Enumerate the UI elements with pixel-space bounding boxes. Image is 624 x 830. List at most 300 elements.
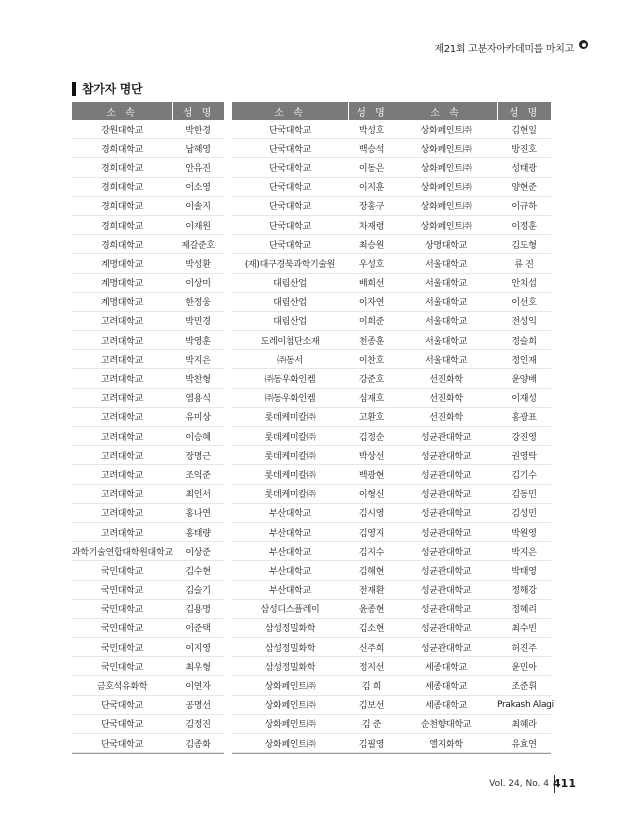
affiliation-cell: 서울대학교 xyxy=(425,336,467,347)
table-row xyxy=(232,197,395,216)
table-row xyxy=(232,369,395,388)
table-row xyxy=(72,254,224,273)
affiliation-cell: 선진화학 xyxy=(429,375,463,386)
table-row xyxy=(232,485,395,504)
circle-bullet-icon xyxy=(579,40,588,49)
name-cell: 유효연 xyxy=(511,739,537,750)
affiliation-cell: 성균관대학교 xyxy=(420,528,472,539)
table-row xyxy=(72,619,224,638)
table-row xyxy=(232,158,395,177)
affiliation-cell: 선진화학 xyxy=(429,413,463,424)
affiliation-cell: 고려대학교 xyxy=(101,317,143,328)
name-cell: 차재령 xyxy=(358,221,385,232)
table-row xyxy=(72,235,224,254)
heading-bar-icon xyxy=(72,82,76,96)
affiliation-cell: 부산대학교 xyxy=(269,547,311,558)
affiliation-cell: 경희대학교 xyxy=(101,163,143,174)
affiliation-cell: 단국대학교 xyxy=(269,240,311,251)
header-name: 성 명 xyxy=(172,102,224,120)
table-row xyxy=(232,120,395,139)
name-cell: 정혜리 xyxy=(511,605,537,616)
affiliation-cell: 성균관대학교 xyxy=(420,605,472,616)
affiliation-cell: 고려대학교 xyxy=(101,528,143,539)
name-cell: 윤종현 xyxy=(358,605,385,616)
name-cell: 신주희 xyxy=(358,643,385,654)
name-cell: 한정웅 xyxy=(185,298,211,309)
name-cell: 김기수 xyxy=(511,470,537,481)
table-row xyxy=(395,446,551,465)
name-cell: 이찬호 xyxy=(358,355,385,366)
name-cell: 김 희 xyxy=(361,682,382,693)
table-row xyxy=(232,465,395,484)
section-heading xyxy=(72,80,142,97)
table-row xyxy=(72,331,224,350)
affiliation-cell: 상화페인트㈜ xyxy=(420,202,472,213)
affiliation-cell: ㈜동우화인켐 xyxy=(264,394,316,405)
name-cell: 최우형 xyxy=(185,662,211,673)
name-cell: 성태광 xyxy=(511,163,537,174)
name-cell: 이선호 xyxy=(511,298,537,309)
affiliation-cell: 고려대학교 xyxy=(101,375,143,386)
table-row xyxy=(395,216,551,235)
name-cell: 장홍구 xyxy=(358,202,385,213)
affiliation-cell: 성균관대학교 xyxy=(420,451,472,462)
affiliation-cell: 삼성정밀화학 xyxy=(264,624,316,635)
affiliation-cell: 서울대학교 xyxy=(425,317,467,328)
table-row xyxy=(395,734,551,753)
name-cell: 이규하 xyxy=(511,202,537,213)
header-affiliation: 소 속 xyxy=(72,102,172,120)
affiliation-cell: 상화페인트㈜ xyxy=(420,163,472,174)
table-row xyxy=(72,523,224,542)
participant-table xyxy=(72,102,224,754)
name-cell: 이자연 xyxy=(358,298,385,309)
table-row xyxy=(72,600,224,619)
affiliation-cell: 단국대학교 xyxy=(269,221,311,232)
name-cell: 이재원 xyxy=(185,221,211,232)
affiliation-cell: 상화페인트㈜ xyxy=(264,682,316,693)
name-cell: 배희선 xyxy=(358,279,385,290)
name-cell: 공명선 xyxy=(185,701,211,712)
name-cell: 유미상 xyxy=(185,413,211,424)
name-cell: 남혜영 xyxy=(185,144,211,155)
affiliation-cell: 세종대학교 xyxy=(425,682,467,693)
table-row xyxy=(395,504,551,523)
name-cell: 제갈준호 xyxy=(181,240,215,251)
table-row xyxy=(72,676,224,695)
table-bottom-rule xyxy=(232,753,395,754)
affiliation-cell: 계명대학교 xyxy=(101,279,143,290)
affiliation-cell: 단국대학교 xyxy=(101,720,143,731)
name-cell: 안치섭 xyxy=(511,279,537,290)
table-bottom-rule xyxy=(72,753,224,754)
table-row xyxy=(395,561,551,580)
affiliation-cell: 롯데케미칼㈜ xyxy=(264,470,316,481)
table-row xyxy=(72,581,224,600)
name-cell: 김 준 xyxy=(361,720,382,731)
affiliation-cell: 단국대학교 xyxy=(269,183,311,194)
name-cell: 정지선 xyxy=(358,662,385,673)
name-cell: 전성익 xyxy=(511,317,537,328)
table-row xyxy=(232,235,395,254)
affiliation-cell: 단국대학교 xyxy=(269,125,311,136)
affiliation-cell: 성균관대학교 xyxy=(420,432,472,443)
table-row xyxy=(72,369,224,388)
affiliation-cell: 국민대학교 xyxy=(101,605,143,616)
name-cell: 이준택 xyxy=(185,624,211,635)
affiliation-cell: 고려대학교 xyxy=(101,490,143,501)
table-row xyxy=(72,120,224,139)
table-bottom-rule xyxy=(395,753,551,754)
name-cell: 김현일 xyxy=(511,125,537,136)
name-cell: 이상준 xyxy=(185,547,211,558)
table-row xyxy=(232,657,395,676)
table-row xyxy=(395,696,554,715)
affiliation-cell: 대림산업 xyxy=(273,317,307,328)
table-row xyxy=(72,293,224,312)
table-row xyxy=(72,696,224,715)
name-cell: 강진영 xyxy=(511,432,537,443)
affiliation-cell: 대림산업 xyxy=(273,298,307,309)
table-row xyxy=(395,427,551,446)
table-row xyxy=(72,504,224,523)
table-row xyxy=(72,178,224,197)
affiliation-cell: 롯데케미칼㈜ xyxy=(264,490,316,501)
table-row xyxy=(72,465,224,484)
name-cell: 김시영 xyxy=(358,509,385,520)
affiliation-cell: 경희대학교 xyxy=(101,144,143,155)
table-header xyxy=(72,102,224,120)
table-row xyxy=(72,274,224,293)
affiliation-cell: 상명대학교 xyxy=(425,240,467,251)
affiliation-cell: 부산대학교 xyxy=(269,586,311,597)
table-row xyxy=(72,657,224,676)
affiliation-cell: 순천향대학교 xyxy=(420,720,472,731)
affiliation-cell: 성균관대학교 xyxy=(420,547,472,558)
name-cell: 정슬희 xyxy=(511,336,537,347)
affiliation-cell: 서울대학교 xyxy=(425,259,467,270)
affiliation-cell: 상화페인트㈜ xyxy=(420,221,472,232)
name-cell: 이재성 xyxy=(511,394,537,405)
header-affiliation: 소 속 xyxy=(232,102,348,120)
affiliation-cell: 삼성정밀화학 xyxy=(264,662,316,673)
table-row xyxy=(395,676,551,695)
table-row xyxy=(72,158,224,177)
name-cell: 박상선 xyxy=(358,451,385,462)
participant-table xyxy=(395,102,554,754)
affiliation-cell: 고려대학교 xyxy=(101,509,143,520)
name-cell: 이정훈 xyxy=(511,221,537,232)
participant-table xyxy=(232,102,395,754)
table-row xyxy=(232,427,395,446)
affiliation-cell: 국민대학교 xyxy=(101,566,143,577)
name-cell: 김동민 xyxy=(511,490,537,501)
table-row xyxy=(395,715,551,734)
affiliation-cell: 성균관대학교 xyxy=(420,624,472,635)
affiliation-cell: 롯데케미칼㈜ xyxy=(264,413,316,424)
table-header xyxy=(232,102,395,120)
affiliation-cell: 대림산업 xyxy=(273,279,307,290)
table-row xyxy=(232,638,395,657)
name-cell: 김수현 xyxy=(185,566,211,577)
table-row xyxy=(395,274,551,293)
name-cell: 전재환 xyxy=(358,586,385,597)
running-header-title: 제21회 고분자아카데미를 마치고 xyxy=(434,44,574,55)
name-cell: 안유진 xyxy=(185,163,211,174)
affiliation-cell: 성균관대학교 xyxy=(420,643,472,654)
name-cell: 박지은 xyxy=(185,355,211,366)
affiliation-cell: 과학기술연합대학원대학교 xyxy=(72,547,173,558)
name-cell: 허진주 xyxy=(511,643,537,654)
name-cell: 이희준 xyxy=(358,317,385,328)
table-row xyxy=(395,408,551,427)
table-row xyxy=(395,369,551,388)
table-row xyxy=(395,235,551,254)
name-cell: 이연자 xyxy=(185,682,211,693)
table-row xyxy=(72,734,224,753)
table-row xyxy=(232,331,395,350)
affiliation-cell: 단국대학교 xyxy=(269,202,311,213)
name-cell: 천종훈 xyxy=(358,336,385,347)
table-row xyxy=(395,197,551,216)
affiliation-cell: 서울대학교 xyxy=(425,298,467,309)
name-cell: 조준휘 xyxy=(511,682,537,693)
affiliation-cell: 국민대학교 xyxy=(101,624,143,635)
affiliation-cell: ㈜동우화인켐 xyxy=(264,375,316,386)
table-row xyxy=(232,504,395,523)
name-cell: 장명근 xyxy=(185,451,211,462)
name-cell: 양현준 xyxy=(511,183,537,194)
table-row xyxy=(395,312,551,331)
name-cell: 염용식 xyxy=(185,394,211,405)
table-row xyxy=(72,139,224,158)
name-cell: 우성호 xyxy=(358,259,385,270)
table-row xyxy=(395,178,551,197)
affiliation-cell: 고려대학교 xyxy=(101,394,143,405)
table-row xyxy=(395,485,551,504)
name-cell: 방진호 xyxy=(511,144,537,155)
name-cell: 김도형 xyxy=(511,240,537,251)
affiliation-cell: 부산대학교 xyxy=(269,528,311,539)
table-row xyxy=(72,561,224,580)
affiliation-cell: 세종대학교 xyxy=(425,701,467,712)
affiliation-cell: 단국대학교 xyxy=(101,701,143,712)
affiliation-cell: 세종대학교 xyxy=(425,662,467,673)
table-row xyxy=(232,312,395,331)
table-row xyxy=(72,638,224,657)
table-row xyxy=(395,158,551,177)
name-cell: 최수빈 xyxy=(511,624,537,635)
affiliation-cell: 성균관대학교 xyxy=(420,490,472,501)
affiliation-cell: 삼성디스플레이 xyxy=(260,605,320,616)
affiliation-cell: 서울대학교 xyxy=(425,355,467,366)
affiliation-cell: 고려대학교 xyxy=(101,432,143,443)
name-cell: 정해강 xyxy=(511,586,537,597)
affiliation-cell: 상화페인트㈜ xyxy=(264,739,316,750)
table-row xyxy=(395,465,551,484)
name-cell: 김슬기 xyxy=(185,586,211,597)
table-row xyxy=(232,734,395,753)
table-row xyxy=(72,216,224,235)
affiliation-cell: 롯데케미칼㈜ xyxy=(264,451,316,462)
name-cell: 김해현 xyxy=(358,566,385,577)
affiliation-cell: 국민대학교 xyxy=(101,643,143,654)
table-row xyxy=(232,274,395,293)
table-row xyxy=(395,331,551,350)
table-row xyxy=(395,619,551,638)
affiliation-cell: 고려대학교 xyxy=(101,355,143,366)
name-cell: 윤민아 xyxy=(511,662,537,673)
table-row xyxy=(395,254,551,273)
affiliation-cell: 경희대학교 xyxy=(101,240,143,251)
name-cell: 이지훈 xyxy=(358,183,385,194)
affiliation-cell: 금호석유화학 xyxy=(96,682,148,693)
affiliation-cell: 고려대학교 xyxy=(101,413,143,424)
name-cell: 홍나연 xyxy=(185,509,211,520)
affiliation-cell: 성균관대학교 xyxy=(420,586,472,597)
table-row xyxy=(72,312,224,331)
name-cell: 류 진 xyxy=(514,259,534,270)
affiliation-cell: ㈜동서 xyxy=(277,355,303,366)
page-number: 411 xyxy=(553,777,576,790)
table-row xyxy=(395,638,551,657)
table-row xyxy=(232,600,395,619)
affiliation-cell: 엘지화학 xyxy=(429,739,463,750)
affiliation-cell: 부산대학교 xyxy=(269,509,311,520)
table-row xyxy=(395,523,551,542)
affiliation-cell: 강원대학교 xyxy=(101,125,143,136)
affiliation-cell: 성균관대학교 xyxy=(420,470,472,481)
name-cell: Prakash Alagi xyxy=(497,699,554,710)
affiliation-cell: 경희대학교 xyxy=(101,202,143,213)
name-cell: 조익준 xyxy=(185,470,211,481)
table-row xyxy=(395,542,551,561)
name-cell: 심재호 xyxy=(358,394,385,405)
affiliation-cell: 상화페인트㈜ xyxy=(264,720,316,731)
name-cell: 김필영 xyxy=(358,739,385,750)
affiliation-cell: 선진화학 xyxy=(429,394,463,405)
name-cell: 박성환 xyxy=(185,259,211,270)
table-row xyxy=(72,427,224,446)
name-cell: 백광현 xyxy=(358,470,385,481)
table-row xyxy=(232,293,395,312)
name-cell: 이형신 xyxy=(358,490,385,501)
section-title: 참가자 명단 xyxy=(82,82,143,96)
name-cell: 박지은 xyxy=(511,547,537,558)
name-cell: 김성민 xyxy=(511,509,537,520)
table-row xyxy=(72,485,224,504)
table-row xyxy=(232,696,395,715)
name-cell: 박찬형 xyxy=(185,375,211,386)
table-row xyxy=(395,293,551,312)
name-cell: 김종화 xyxy=(185,739,211,750)
affiliation-cell: 경희대학교 xyxy=(101,221,143,232)
name-cell: 이지영 xyxy=(185,643,211,654)
affiliation-cell: 부산대학교 xyxy=(269,566,311,577)
name-cell: 박민경 xyxy=(185,317,211,328)
table-row xyxy=(395,600,551,619)
table-row xyxy=(232,408,395,427)
name-cell: 정인재 xyxy=(511,355,537,366)
table-header xyxy=(395,102,551,120)
table-row xyxy=(72,408,224,427)
name-cell: 최승원 xyxy=(358,240,385,251)
table-row xyxy=(232,254,395,273)
table-row xyxy=(232,350,395,369)
affiliation-cell: 단국대학교 xyxy=(101,739,143,750)
table-row xyxy=(395,120,551,139)
table-row xyxy=(232,715,395,734)
table-row xyxy=(395,389,551,408)
table-row xyxy=(72,350,224,369)
affiliation-cell: 경희대학교 xyxy=(101,183,143,194)
affiliation-cell: 성균관대학교 xyxy=(420,509,472,520)
name-cell: 홍태량 xyxy=(185,528,211,539)
header-name: 성 명 xyxy=(497,102,551,120)
affiliation-cell: 고려대학교 xyxy=(101,470,143,481)
affiliation-cell: 상화페인트㈜ xyxy=(420,183,472,194)
table-row xyxy=(232,581,395,600)
name-cell: 이소영 xyxy=(185,183,211,194)
name-cell: 박태영 xyxy=(511,566,537,577)
name-cell: 김소현 xyxy=(358,624,385,635)
name-cell: 이솔지 xyxy=(185,202,211,213)
name-cell: 김정진 xyxy=(185,720,211,731)
table-row xyxy=(395,657,551,676)
affiliation-cell: 고려대학교 xyxy=(101,451,143,462)
table-row xyxy=(72,197,224,216)
name-cell: 김영지 xyxy=(358,528,385,539)
name-cell: 최혜라 xyxy=(511,720,537,731)
name-cell: 윤양배 xyxy=(511,375,537,386)
affiliation-cell: 서울대학교 xyxy=(425,279,467,290)
table-row xyxy=(232,139,395,158)
name-cell: 김용명 xyxy=(185,605,211,616)
affiliation-cell: 성균관대학교 xyxy=(420,566,472,577)
volume-info: Vol. 24, No. 4 xyxy=(489,779,549,789)
table-row xyxy=(232,619,395,638)
affiliation-cell: 계명대학교 xyxy=(101,298,143,309)
affiliation-cell: 국민대학교 xyxy=(101,586,143,597)
affiliation-cell: (재)대구경북과학기술원 xyxy=(244,259,336,270)
table-row xyxy=(232,216,395,235)
name-cell: 이상미 xyxy=(185,279,211,290)
table-row xyxy=(232,178,395,197)
name-cell: 권영탁 xyxy=(511,451,537,462)
affiliation-cell: 도레이첨단소재 xyxy=(260,336,320,347)
name-cell: 고환호 xyxy=(358,413,385,424)
affiliation-cell: 단국대학교 xyxy=(269,144,311,155)
table-row xyxy=(72,446,224,465)
header-name: 성 명 xyxy=(348,102,395,120)
table-row xyxy=(395,350,551,369)
name-cell: 이승혜 xyxy=(185,432,211,443)
affiliation-cell: 국민대학교 xyxy=(101,662,143,673)
name-cell: 김지수 xyxy=(358,547,385,558)
name-cell: 백승석 xyxy=(358,144,385,155)
affiliation-cell: 삼성정밀화학 xyxy=(264,643,316,654)
table-row xyxy=(72,389,224,408)
table-row xyxy=(232,542,395,561)
table-row xyxy=(395,581,551,600)
name-cell: 박영훈 xyxy=(185,336,211,347)
name-cell: 최인서 xyxy=(185,490,211,501)
affiliation-cell: 고려대학교 xyxy=(101,336,143,347)
affiliation-cell: 상화페인트㈜ xyxy=(420,144,472,155)
name-cell: 김정순 xyxy=(358,432,385,443)
name-cell: 김보선 xyxy=(358,701,385,712)
name-cell: 박원영 xyxy=(511,528,537,539)
